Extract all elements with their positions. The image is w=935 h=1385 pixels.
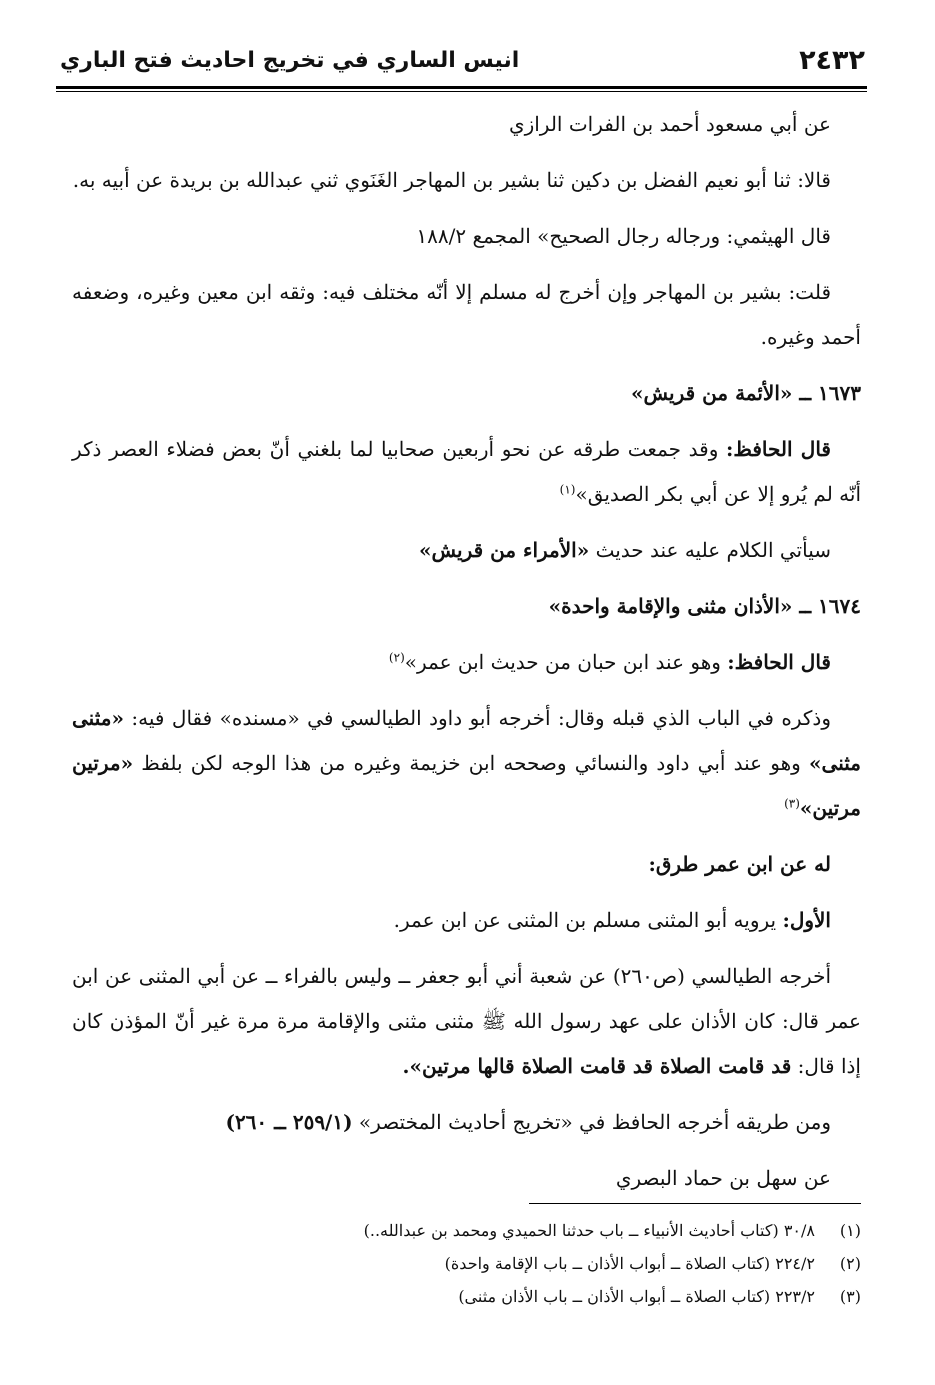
hafiz-label: قال الحافظ: — [725, 437, 831, 461]
header-rule — [56, 86, 867, 92]
takhrij-quote: قد قامت الصلاة قد قامت الصلاة قالها مرتين». — [402, 1054, 792, 1078]
paragraph-tayalisi-note — [72, 696, 861, 831]
first-route-text: يرويه أبو المثنى مسلم بن المثنى عن ابن عمر. — [393, 908, 783, 932]
paragraph-first-route — [72, 898, 861, 943]
takhrij-text: أخرجه الطيالسي (ص٢٦٠) عن شعبة أني أبو جعفر ــ وليس بالفراء ــ عن أبي المثنى عن ابن عمر قال: كان الأذان على عهد رسول الله ﷺ مثنى مثنى والإقامة مرة مرة غير أنّ المؤذن كان إذا قال: — [72, 964, 861, 1078]
see-also-text: سيأتي الكلام عليه عند حديث — [589, 538, 831, 562]
footnote-ref-2[interactable]: (٢) — [388, 650, 405, 665]
paragraph-hafiz-1674 — [72, 640, 861, 685]
footnote-ref-1[interactable]: (١) — [559, 482, 576, 497]
footnote-divider — [529, 1203, 861, 1204]
page-number: ٢٤٣٢ — [799, 44, 865, 76]
hafiz-label: قال الحافظ: — [727, 650, 831, 674]
page-header — [60, 38, 865, 82]
tayalisi-text: وذكره في الباب الذي قبله وقال: أخرجه أبو داود الطيالسي في «مسنده» فقال فيه: — [123, 706, 831, 730]
paragraph-see-also — [72, 528, 861, 573]
running-title: انيس الساري في تخريج احاديث فتح الباري — [60, 47, 520, 73]
footnote-text: ٣٠/٨ (كتاب أحاديث الأنبياء ــ باب حدثنا الحميدي ومحمد بن عبدالله..) — [363, 1221, 815, 1240]
footnote-number: (١) — [839, 1221, 861, 1240]
paragraph-haythami: قال الهيثمي: ورجاله رجال الصحيح» المجمع ١٨٨/٢ — [416, 224, 831, 248]
main-text — [72, 102, 861, 1212]
footnote-text: ٢٢٣/٢ (كتاب الصلاة ــ أبواب الأذان ــ باب الأذان مثنى) — [458, 1287, 815, 1306]
hafiz-text: وهو عند ابن حبان من حديث ابن عمر» — [404, 650, 728, 674]
paragraph-sahl: عن سهل بن حماد البصري — [615, 1166, 831, 1190]
quoted-phrase: «مثنى مثنى» — [72, 706, 861, 775]
paragraph-turuq: له عن ابن عمر طرق: — [648, 852, 831, 876]
footnote-2 — [72, 1247, 861, 1280]
paragraph-isnad-1: عن أبي مسعود أحمد بن الفرات الرازي — [508, 112, 831, 136]
hadith-heading-1674: ١٦٧٤ ــ «الأذان مثنى والإقامة واحدة» — [548, 594, 861, 618]
first-label: الأول: — [782, 908, 831, 932]
footnotes — [72, 1214, 861, 1313]
footnote-number: (٢) — [839, 1254, 861, 1273]
paragraph-takhrij — [72, 954, 861, 1089]
mukhtasar-text: ومن طريقه أخرجه الحافظ في «تخريج أحاديث المختصر» — [352, 1110, 831, 1134]
hadith-heading-1673: ١٦٧٣ ــ «الأئمة من قريش» — [631, 381, 861, 405]
mukhtasar-ref: (٢٥٩/١ ــ ٢٦٠) — [225, 1110, 353, 1134]
footnote-3 — [72, 1280, 861, 1313]
paragraph-mukhtasar — [72, 1100, 861, 1145]
see-also-hadith: «الأمراء من قريش» — [419, 538, 590, 562]
footnote-1 — [72, 1214, 861, 1247]
tayalisi-text-2: وهو عند أبي داود والنسائي وصححه ابن خزيمة وغيره من هذا الوجه لكن بلفظ — [133, 751, 810, 775]
quoted-phrase-2: «مرتين مرتين» — [72, 751, 861, 820]
footnote-text: ٢٢٤/٢ (كتاب الصلاة ــ أبواب الأذان ــ باب الإقامة واحدة) — [444, 1254, 815, 1273]
paragraph-hafiz-1673 — [72, 427, 861, 517]
hafiz-text: وقد جمعت طرقه عن نحو أربعين صحابيا لما بلغني أنّ بعض فضلاء العصر ذكر أنّه لم يُرو إلا عن أبي بكر الصديق» — [72, 437, 861, 506]
paragraph-qultu: قلت: بشير بن المهاجر وإن أخرج له مسلم إلا أنّه مختلف فيه: وثقه ابن معين وغيره، وضعفه أحمد وغيره. — [72, 280, 861, 349]
footnote-number: (٣) — [839, 1287, 861, 1306]
footnote-ref-3[interactable]: (٣) — [784, 796, 800, 811]
paragraph-isnad-2: قالا: ثنا أبو نعيم الفضل بن دكين ثنا بشير بن المهاجر الغَنَوي ثني عبدالله بن بريدة عن أبيه به. — [72, 168, 831, 192]
